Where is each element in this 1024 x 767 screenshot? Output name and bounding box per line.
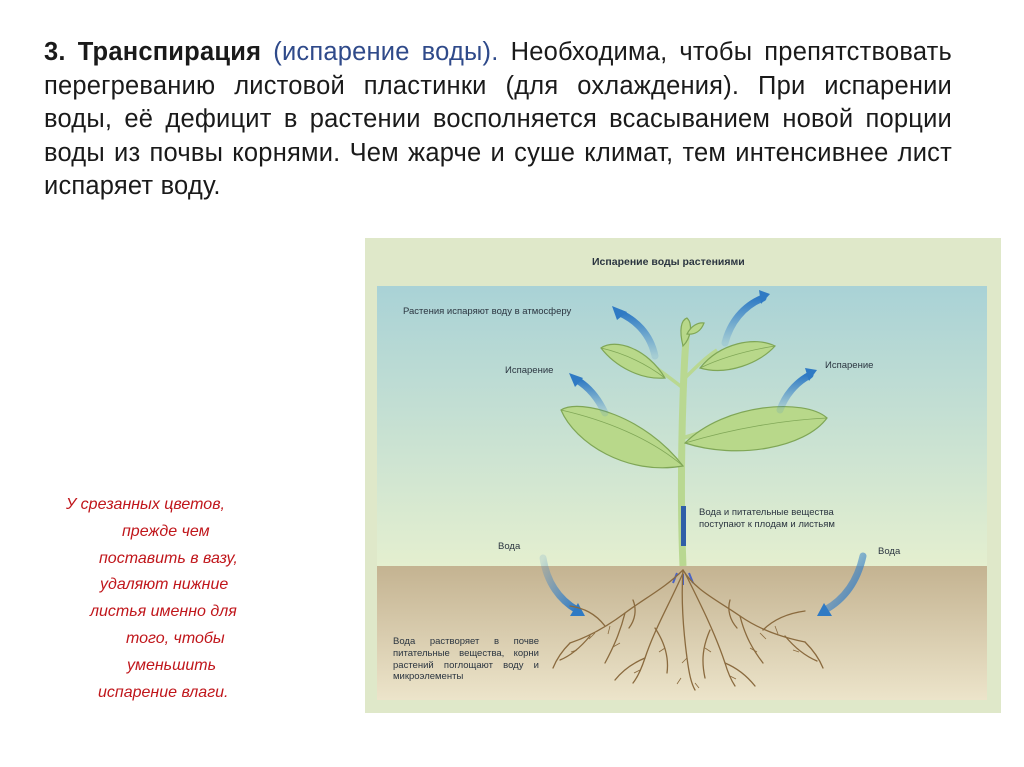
label-evaporation-right: Испарение	[825, 360, 874, 371]
note-line: удаляют нижние	[100, 576, 229, 594]
label-water-left: Вода	[498, 541, 521, 552]
side-note	[54, 492, 284, 706]
body-text: Необходима, чтобы препятствовать перегреванию листовой пластинки (для охлаждения). При испарении воды, её дефицит в растении восполняется всасыванием новой порции воды из почвы корнями. Чем жарче и суше климат, тем интенсивнее лист испаряет воду.	[44, 38, 952, 200]
note-line: того, чтобы	[126, 629, 225, 647]
transpiration-diagram	[365, 238, 1001, 713]
label-evaporation-left: Испарение	[505, 365, 554, 376]
label-atmosphere: Растения испаряют воду в атмосферу	[403, 306, 572, 317]
label-soil: Вода растворяет в почве питательные вещества, корни растений поглощают воду и микроэлементы	[393, 636, 539, 683]
xylem-arrow	[681, 506, 686, 546]
note-line: прежде чем	[122, 522, 210, 540]
heading-parenthetical: (испарение воды).	[273, 38, 499, 66]
note-line: испарение влаги.	[98, 683, 229, 701]
note-line: У срезанных цветов,	[66, 496, 225, 513]
heading-number: 3.	[44, 38, 66, 66]
label-water-right: Вода	[878, 546, 901, 557]
label-transport: Вода и питательные вещества поступают к плодам и листьям	[699, 507, 835, 530]
note-line: листья именно для	[90, 603, 237, 621]
note-line: уменьшить	[127, 656, 217, 674]
diagram-title: Испарение воды растениями	[592, 256, 745, 268]
note-line: поставить в вазу,	[99, 549, 238, 567]
main-paragraph	[44, 36, 952, 204]
heading-term: Транспирация	[77, 38, 262, 66]
